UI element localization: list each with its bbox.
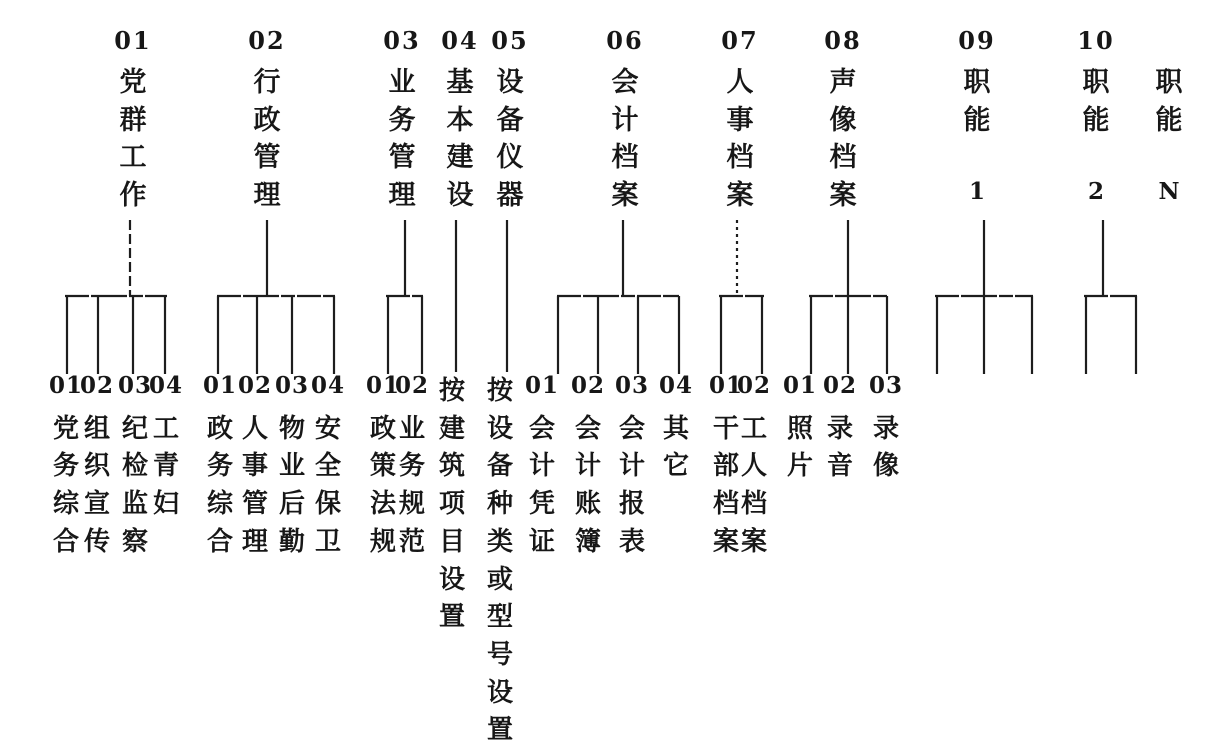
category-code: 07 [721, 26, 759, 55]
glyph: 管 [388, 142, 416, 173]
glyph: 证 [528, 526, 556, 556]
glyph: 部 [712, 451, 740, 481]
subcategory-code: 02 [394, 372, 430, 399]
subcategory-code: 02 [79, 372, 115, 399]
subcategory-code: 04 [148, 372, 184, 399]
category-code: 04 [441, 26, 479, 55]
glyph: 管 [241, 489, 269, 519]
subcategory-name [619, 410, 645, 561]
glyph: 事 [241, 451, 269, 481]
subcategory-code: 02 [237, 372, 273, 399]
glyph: 型 [486, 602, 514, 632]
glyph: 簿 [574, 526, 602, 556]
subcategory-name [873, 410, 899, 485]
glyph: 察 [121, 526, 149, 556]
category-name [447, 64, 474, 215]
glyph: 目 [438, 526, 466, 556]
glyph: 织 [83, 451, 111, 481]
glyph: 卫 [314, 526, 342, 556]
glyph: 器 [496, 180, 524, 211]
glyph: 像 [872, 451, 900, 481]
subcategory-name [827, 410, 853, 485]
subcategory-code: 02 [570, 372, 606, 399]
glyph: 会 [574, 413, 602, 443]
category-code: 05 [491, 26, 529, 55]
subcategory-name [787, 410, 813, 485]
glyph: 检 [121, 451, 149, 481]
glyph: 类 [486, 526, 514, 556]
category-suffix: 1 [968, 178, 986, 205]
glyph: 案 [829, 180, 857, 211]
glyph: 理 [241, 526, 269, 556]
glyph: 合 [206, 526, 234, 556]
glyph: 理 [388, 180, 416, 211]
glyph: 像 [829, 104, 857, 135]
glyph: 勤 [278, 526, 306, 556]
subcategory-code: 01 [708, 372, 744, 399]
category-name [727, 64, 754, 215]
glyph: 行 [253, 67, 281, 97]
category-name [830, 64, 857, 215]
glyph: 它 [662, 451, 690, 481]
glyph: 按 [486, 376, 514, 405]
subcategory-name [315, 410, 341, 561]
glyph: 理 [253, 180, 281, 211]
glyph: 党 [119, 67, 147, 97]
glyph: 设 [496, 67, 524, 97]
glyph: 音 [826, 451, 854, 481]
glyph: 凭 [528, 489, 556, 519]
subcategory-code: 03 [614, 372, 650, 399]
glyph: 纪 [121, 413, 149, 443]
subcategory-name [122, 410, 148, 561]
glyph: 管 [253, 142, 281, 173]
glyph: 政 [253, 104, 281, 135]
subcategory-name [741, 410, 767, 561]
glyph: 计 [611, 104, 639, 135]
glyph: 案 [611, 180, 639, 211]
glyph: 职 [1082, 67, 1110, 97]
category-name [1083, 64, 1110, 139]
category-name [612, 64, 639, 215]
glyph: 计 [528, 451, 556, 481]
glyph: 人 [740, 451, 768, 481]
glyph: 务 [388, 104, 416, 135]
glyph: 业 [278, 451, 306, 481]
subcategory-code: 04 [310, 372, 346, 399]
subcategory-code: 03 [868, 372, 904, 399]
subcategory-code: 01 [782, 372, 818, 399]
glyph: 安 [314, 413, 342, 443]
glyph: 计 [618, 451, 646, 481]
glyph: 后 [278, 489, 306, 519]
subcategory-code: 03 [117, 372, 153, 399]
glyph: 会 [618, 413, 646, 443]
glyph: 置 [438, 602, 466, 632]
glyph: 人 [241, 413, 269, 443]
glyph: 传 [83, 526, 111, 556]
glyph: 务 [398, 451, 426, 481]
glyph: 计 [574, 451, 602, 481]
category-code: 08 [824, 26, 862, 55]
glyph: 保 [314, 489, 342, 519]
glyph: 综 [206, 489, 234, 519]
glyph: 档 [611, 142, 639, 173]
glyph: 按 [438, 376, 466, 405]
subcategory-name [53, 410, 79, 561]
glyph: 政 [369, 413, 397, 443]
glyph: 仪 [496, 142, 524, 173]
glyph: 表 [618, 526, 646, 556]
glyph: 档 [740, 489, 768, 519]
glyph: 档 [726, 142, 754, 173]
subcategory-name [663, 410, 689, 485]
glyph: 设 [486, 413, 514, 443]
subcategory-code: 02 [736, 372, 772, 399]
glyph: 规 [369, 526, 397, 556]
category-name [254, 64, 281, 215]
subcategory-rule [487, 372, 513, 749]
glyph: 设 [486, 677, 514, 707]
category-suffix: N [1158, 178, 1180, 205]
category-code: 03 [383, 26, 421, 55]
glyph: 妇 [152, 489, 180, 519]
subcategory-name [153, 410, 179, 523]
glyph: 备 [486, 451, 514, 481]
glyph: 建 [446, 142, 474, 173]
glyph: 监 [121, 489, 149, 519]
subcategory-name [207, 410, 233, 561]
glyph: 作 [119, 180, 147, 211]
glyph: 能 [1155, 104, 1183, 135]
glyph: 本 [446, 104, 474, 135]
subcategory-code: 01 [524, 372, 560, 399]
glyph: 能 [1082, 104, 1110, 135]
subcategory-code: 01 [202, 372, 238, 399]
glyph: 务 [52, 451, 80, 481]
glyph: 种 [486, 489, 514, 519]
glyph: 策 [369, 451, 397, 481]
glyph: 会 [611, 67, 639, 97]
glyph: 工 [740, 413, 768, 443]
glyph: 案 [740, 526, 768, 556]
category-name [120, 64, 147, 215]
glyph: 声 [829, 67, 857, 97]
glyph: 档 [712, 489, 740, 519]
subcategory-name [399, 410, 425, 561]
glyph: 组 [83, 413, 111, 443]
glyph: 规 [398, 489, 426, 519]
glyph: 综 [52, 489, 80, 519]
glyph: 录 [872, 413, 900, 443]
glyph: 物 [278, 413, 306, 443]
subcategory-name [370, 410, 396, 561]
glyph: 号 [486, 639, 514, 669]
glyph: 备 [496, 104, 524, 135]
glyph: 筑 [438, 451, 466, 481]
glyph: 群 [119, 104, 147, 135]
category-code: 09 [958, 26, 996, 55]
glyph: 案 [726, 180, 754, 211]
glyph: 档 [829, 142, 857, 173]
glyph: 法 [369, 489, 397, 519]
subcategory-code: 01 [365, 372, 401, 399]
subcategory-name [242, 410, 268, 561]
category-code: 01 [114, 26, 152, 55]
subcategory-name [713, 410, 739, 561]
glyph: 建 [438, 413, 466, 443]
subcategory-name [575, 410, 601, 561]
glyph: 干 [712, 413, 740, 443]
glyph: 职 [963, 67, 991, 97]
glyph: 项 [438, 489, 466, 519]
category-code: 06 [606, 26, 644, 55]
subcategory-code: 03 [274, 372, 310, 399]
glyph: 账 [574, 489, 602, 519]
glyph: 其 [662, 413, 690, 443]
glyph: 全 [314, 451, 342, 481]
glyph: 务 [206, 451, 234, 481]
glyph: 片 [786, 451, 814, 481]
category-name [964, 64, 991, 139]
subcategory-rule [439, 372, 465, 636]
subcategory-name [529, 410, 555, 561]
category-name [497, 64, 524, 215]
glyph: 报 [618, 489, 646, 519]
subcategory-code: 02 [822, 372, 858, 399]
glyph: 设 [438, 564, 466, 594]
glyph: 范 [398, 526, 426, 556]
category-code: 02 [248, 26, 286, 55]
glyph: 人 [726, 67, 754, 97]
glyph: 党 [52, 413, 80, 443]
glyph: 会 [528, 413, 556, 443]
glyph: 录 [826, 413, 854, 443]
category-name [1156, 64, 1183, 139]
glyph: 职 [1155, 67, 1183, 97]
glyph: 宣 [83, 489, 111, 519]
glyph: 业 [388, 67, 416, 97]
category-code: 10 [1077, 26, 1115, 55]
glyph: 设 [446, 180, 474, 211]
glyph: 照 [786, 413, 814, 443]
glyph: 政 [206, 413, 234, 443]
glyph: 案 [712, 526, 740, 556]
category-suffix: 2 [1087, 178, 1105, 205]
glyph: 合 [52, 526, 80, 556]
glyph: 事 [726, 104, 754, 135]
glyph: 青 [152, 451, 180, 481]
subcategory-name [84, 410, 110, 561]
glyph: 工 [152, 413, 180, 443]
subcategory-name [279, 410, 305, 561]
glyph: 能 [963, 104, 991, 135]
glyph: 置 [486, 715, 514, 745]
category-name [389, 64, 416, 215]
glyph: 业 [398, 413, 426, 443]
subcategory-code: 04 [658, 372, 694, 399]
glyph: 基 [446, 67, 474, 97]
subcategory-code: 01 [48, 372, 84, 399]
glyph: 工 [119, 142, 147, 173]
glyph: 或 [486, 564, 514, 594]
